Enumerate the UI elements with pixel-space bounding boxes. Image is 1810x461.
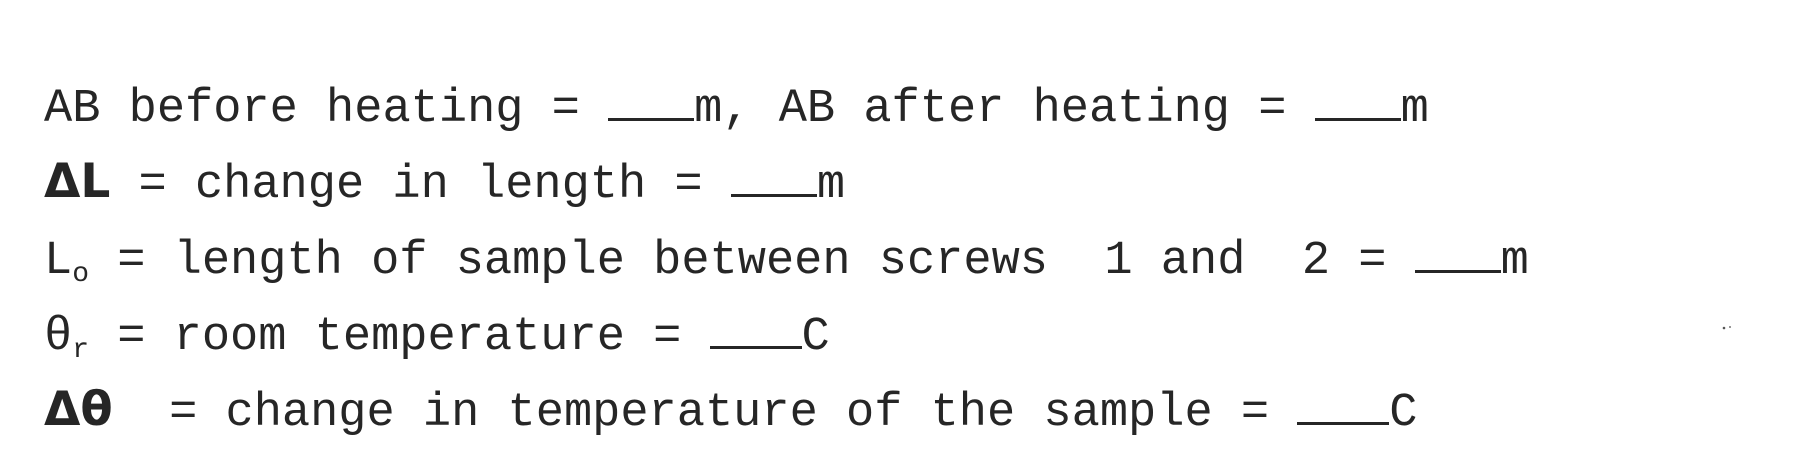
delta-length-unit: m (816, 159, 846, 212)
delta-temperature-blank[interactable] (1297, 376, 1389, 425)
original-length-label: = length of sample between screws 1 and 2 = (89, 235, 1415, 288)
delta-temperature-symbol: Δθ (44, 382, 113, 437)
delta-temperature-line (44, 376, 1417, 444)
delta-length-line (44, 148, 845, 216)
ab-before-blank[interactable] (608, 72, 694, 121)
original-length-symbol: L (44, 235, 73, 288)
delta-temperature-label: = change in temperature of the sample = (112, 387, 1298, 440)
ab-after-unit: m (1400, 83, 1429, 136)
ab-after-label: , AB after heating = (722, 83, 1315, 136)
delta-temperature-unit: C (1389, 387, 1418, 440)
ab-measurements-line (44, 72, 1429, 140)
original-length-subscript: o (72, 259, 90, 290)
room-temperature-blank[interactable] (710, 300, 802, 349)
delta-length-symbol: ΔL (44, 154, 111, 209)
ab-before-unit: m (694, 83, 723, 136)
original-length-blank[interactable] (1415, 224, 1501, 273)
room-temperature-line (44, 300, 830, 373)
delta-length-label: = change in length = (110, 159, 731, 212)
room-temperature-label: = room temperature = (89, 311, 710, 364)
room-temperature-unit: C (801, 311, 830, 364)
room-temperature-subscript: r (72, 335, 90, 366)
scan-speck-marks (1722, 326, 1732, 330)
room-temperature-symbol: θ (44, 311, 73, 364)
delta-length-blank[interactable] (731, 148, 817, 197)
ab-after-blank[interactable] (1315, 72, 1401, 121)
original-length-unit: m (1500, 235, 1529, 288)
ab-before-label: AB before heating = (44, 83, 609, 136)
original-length-line (44, 224, 1529, 297)
